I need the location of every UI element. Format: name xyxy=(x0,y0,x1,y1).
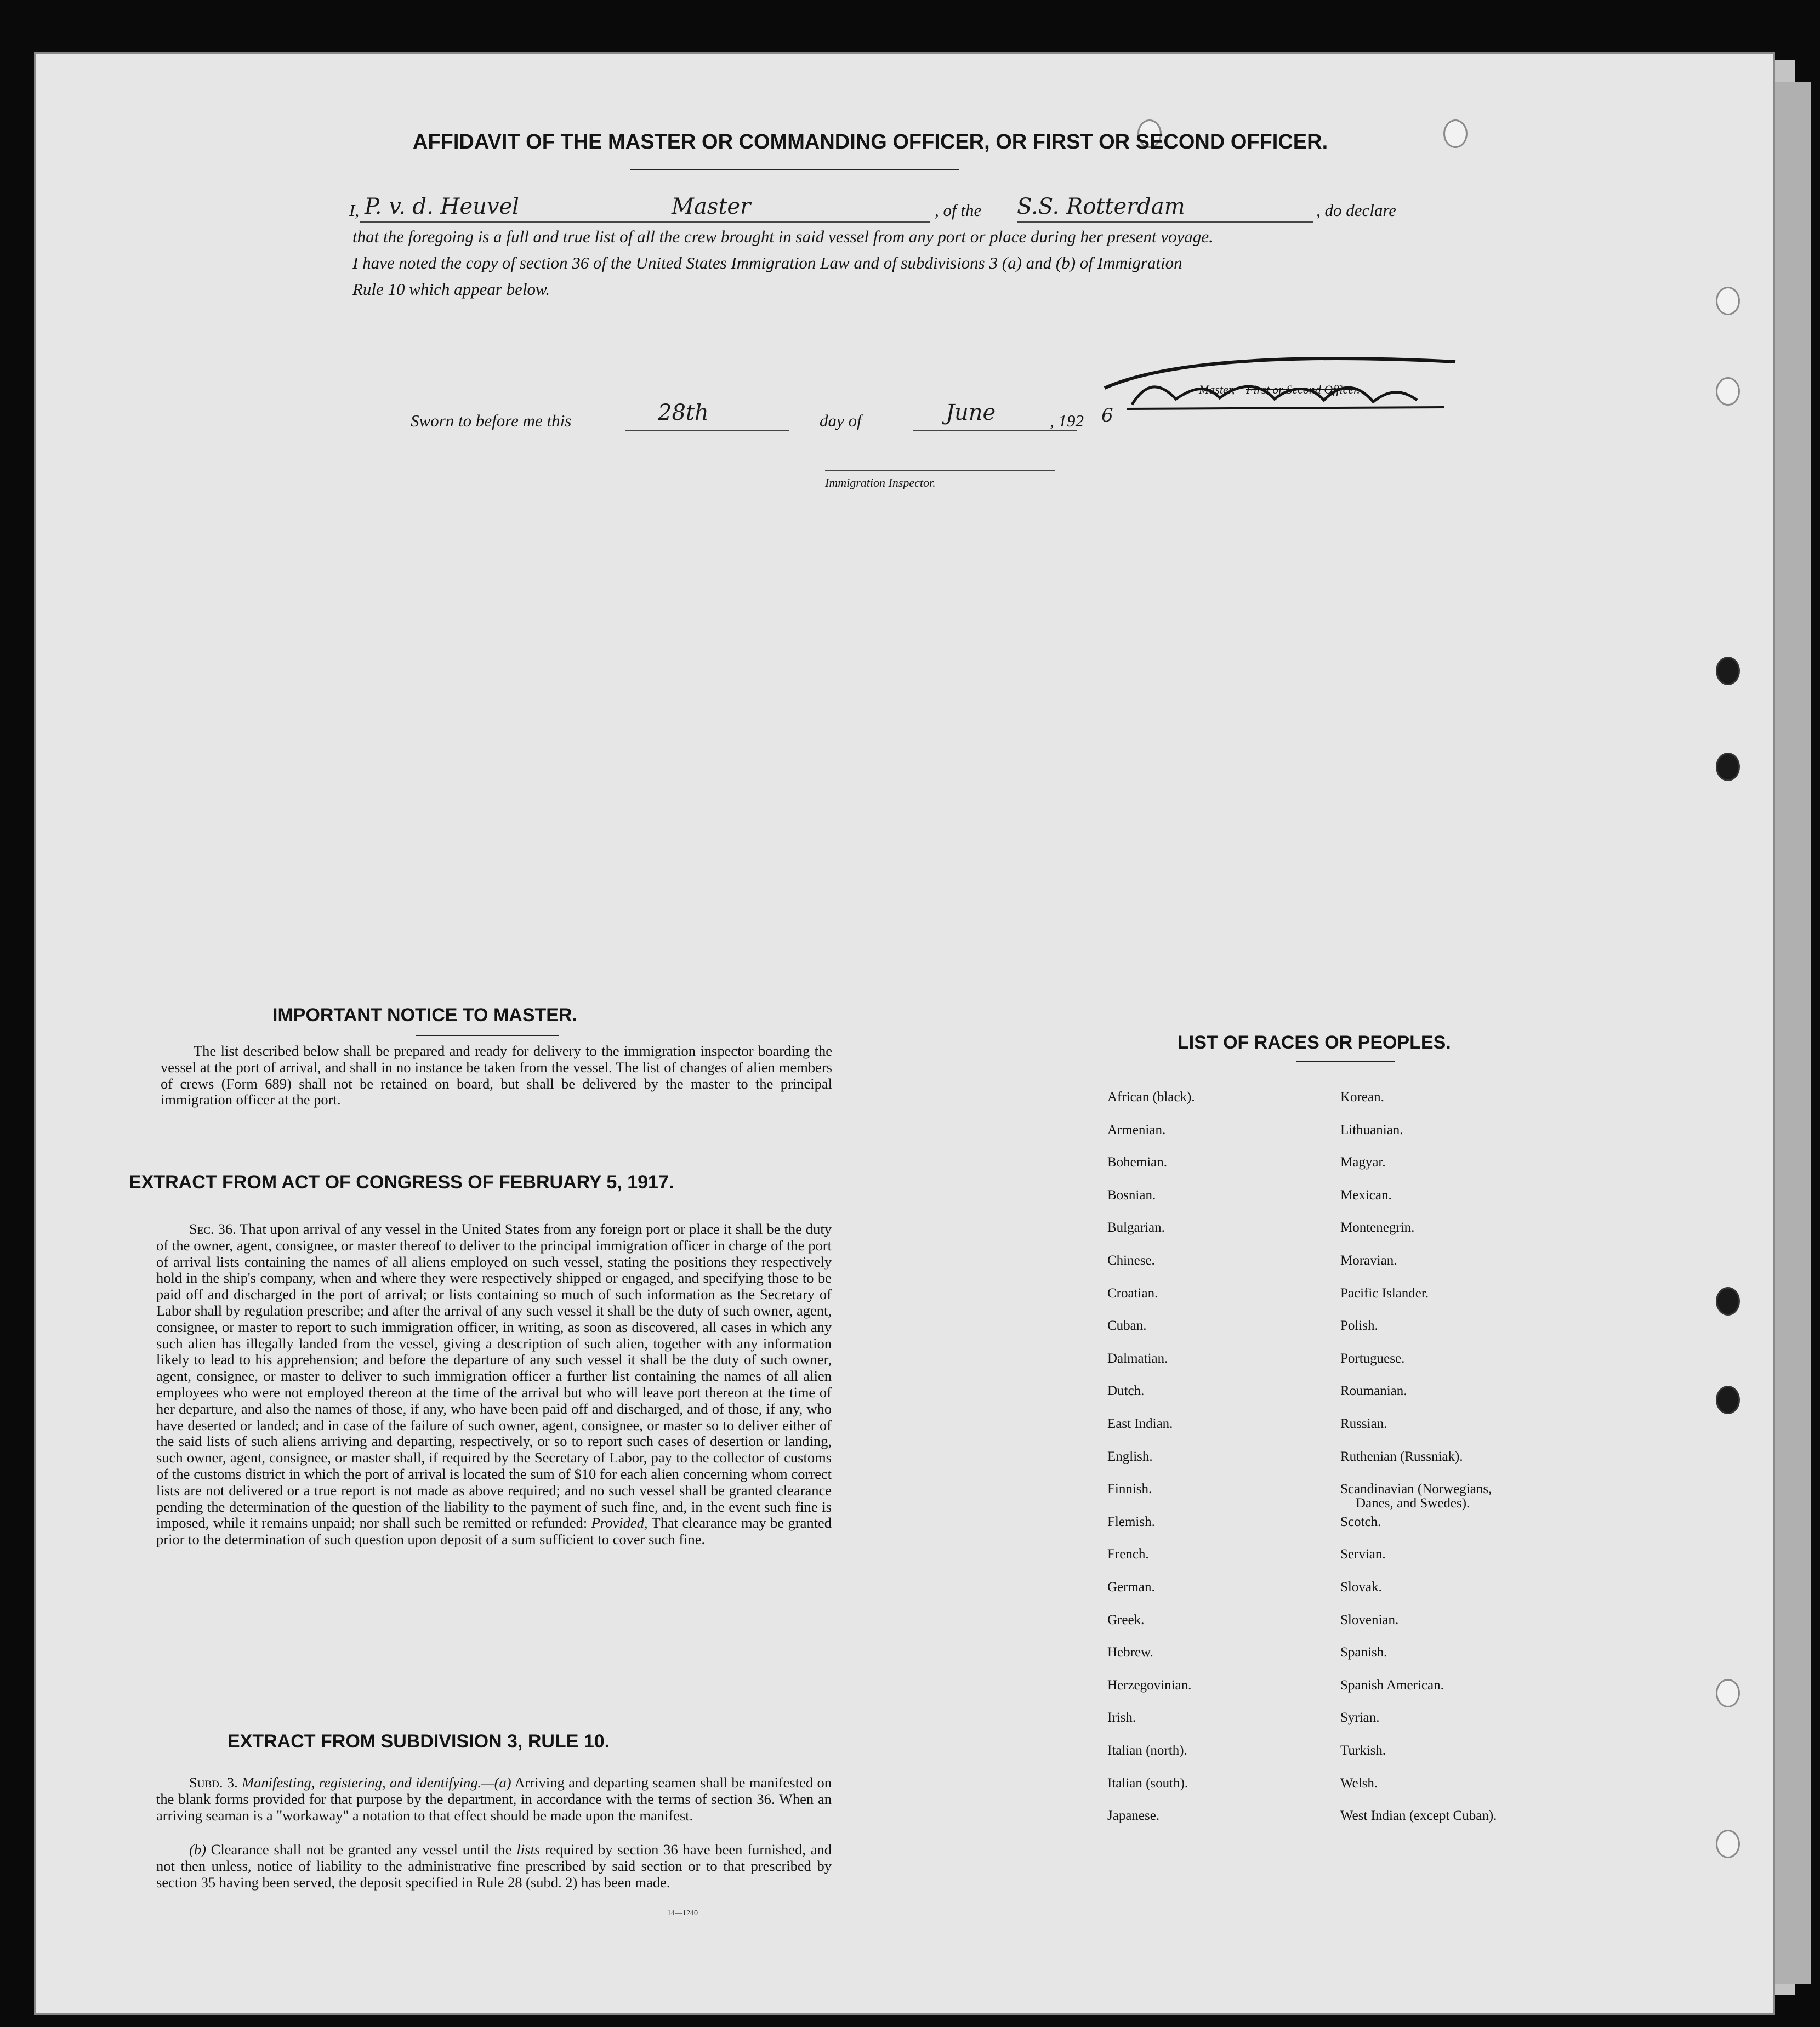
race-item: Italian (south). xyxy=(1107,1775,1188,1791)
sworn-day: 28th xyxy=(658,400,709,425)
punch-hole xyxy=(1716,1287,1740,1316)
race-item: Herzegovinian. xyxy=(1107,1677,1192,1693)
act-title: EXTRACT FROM ACT OF CONGRESS OF FEBRUARY 5, 1917. xyxy=(129,1172,674,1193)
inspector-label: Immigration Inspector. xyxy=(825,476,936,489)
race-item: Scotch. xyxy=(1340,1514,1381,1529)
sworn-month: June xyxy=(946,400,996,425)
rule-para-b-text2: required by section 36 have been furnished, and not then unless, notice of liability to the administrative fine prescribed by said section or to that prescribed by section 35 having been served, the deposit specified in Rule 28 (subd. 2) has been made. xyxy=(156,1841,832,1891)
race-item: Welsh. xyxy=(1340,1775,1378,1791)
vessel-name: S.S. Rotterdam xyxy=(1017,194,1185,219)
punch-hole xyxy=(1716,753,1740,781)
rule-para-a xyxy=(156,1775,832,1824)
race-item: Slovenian. xyxy=(1340,1612,1399,1627)
race-item: French. xyxy=(1107,1547,1149,1562)
name-field-line xyxy=(360,221,930,223)
notice-text: The list described below shall be prepared and ready for delivery to the immigration inspector boarding the vessel at the port of arrival, and shall in no instance be taken from the vessel. The list of changes of alien members of crews (Form 689) shall not be retained on board, but shall be delivered by the master to the principal immigration officer at the port. xyxy=(161,1043,832,1108)
race-item: Irish. xyxy=(1107,1710,1136,1726)
punch-hole xyxy=(1716,1679,1740,1707)
affidavit-line2: that the foregoing is a full and true list of all the crew brought in said vessel from any port or place during her present voyage. xyxy=(352,227,1213,246)
race-item: Cuban. xyxy=(1107,1318,1147,1334)
race-item: Dutch. xyxy=(1107,1383,1145,1399)
act-text xyxy=(156,1221,832,1548)
race-item: Italian (north). xyxy=(1107,1743,1187,1758)
affidavit-line1-prefix: I, xyxy=(349,201,360,220)
rule-para-b xyxy=(156,1842,832,1891)
race-item: Hebrew. xyxy=(1107,1645,1153,1660)
signature-label-officer: First or Second Officer. xyxy=(1246,383,1360,396)
notice-underline xyxy=(416,1035,559,1036)
manifest-sheet xyxy=(34,52,1775,2015)
race-item: Spanish. xyxy=(1340,1645,1387,1660)
race-item: Croatian. xyxy=(1107,1285,1158,1301)
race-item: Dalmatian. xyxy=(1107,1351,1168,1366)
form-number: 14—1240 xyxy=(667,1909,698,1917)
act-proviso-text: That clearance may be granted prior to the determination of such question upon deposit of a sum sufficient to cover such fine. xyxy=(156,1514,832,1548)
race-item: Bohemian. xyxy=(1107,1155,1168,1170)
race-item: African (black). xyxy=(1107,1090,1195,1104)
race-item: Korean. xyxy=(1340,1090,1384,1104)
race-item: Syrian. xyxy=(1340,1710,1380,1726)
race-item: Slovak. xyxy=(1340,1580,1382,1595)
affidavit-line1-suffix: , do declare xyxy=(1316,201,1397,220)
race-item: Servian. xyxy=(1340,1547,1386,1562)
affidavit-line4: Rule 10 which appear below. xyxy=(352,280,550,299)
act-section-label: Sec. 36. xyxy=(189,1221,236,1237)
sworn-mid: day of xyxy=(820,411,862,430)
affidavit-line1-mid: , of the xyxy=(935,201,982,220)
race-item: Danes, and Swedes). xyxy=(1356,1496,1470,1511)
race-item: Scandinavian (Norwegians, xyxy=(1340,1482,1492,1497)
inspector-signature-line xyxy=(825,470,1055,471)
race-item: Greek. xyxy=(1107,1612,1145,1627)
race-item: Armenian. xyxy=(1107,1122,1166,1137)
race-item: Pacific Islander. xyxy=(1340,1285,1429,1301)
notice-title: IMPORTANT NOTICE TO MASTER. xyxy=(272,1005,577,1026)
punch-hole xyxy=(1716,377,1740,406)
act-proviso-label: Provided, xyxy=(591,1514,648,1531)
race-item: West Indian (except Cuban). xyxy=(1340,1808,1497,1824)
race-item: East Indian. xyxy=(1107,1416,1173,1431)
races-underline xyxy=(1296,1061,1395,1062)
punch-hole xyxy=(1716,657,1740,685)
rule-para-b-label: (b) xyxy=(189,1841,206,1858)
punch-hole xyxy=(1716,1386,1740,1414)
signature-label-master: Master, xyxy=(1199,383,1235,396)
race-item: Moravian. xyxy=(1340,1253,1397,1268)
rule-para-b-italic: lists xyxy=(516,1841,541,1858)
sworn-year-prefix: , 192 xyxy=(1050,411,1084,430)
punch-hole xyxy=(1716,1830,1740,1858)
race-item: Polish. xyxy=(1340,1318,1378,1334)
affidavit-title: AFFIDAVIT OF THE MASTER OR COMMANDING OFFICER, OR FIRST OR SECOND OFFICER. xyxy=(413,130,1328,153)
race-item: Magyar. xyxy=(1340,1155,1386,1170)
rule-subd-label: Subd. 3. xyxy=(189,1774,238,1791)
race-item: Flemish. xyxy=(1107,1514,1155,1529)
race-item: Japanese. xyxy=(1107,1808,1160,1824)
rule-para-a-text: Arriving and departing seamen shall be manifested on the blank forms provided for that purpose by the department, in accordance with the terms of section 36. When an arriving seaman is a "workaway" a notation to that effect should be made upon the manifest. xyxy=(156,1774,832,1824)
race-item: Chinese. xyxy=(1107,1253,1155,1268)
act-body: That upon arrival of any vessel in the United States from any foreign port or place it shall be the duty of the owner, agent, consignee, or master thereof to deliver to the principal immigration officer in charge of the port of arrival lists containing the names of all aliens employed on such vessel, stating the positions they respectively hold in the ship's company, when and where they were respectively shipped or engaged, and specifying those to be paid off and discharged in the port of arrival; or lists containing so much of such information as the Secretary of Labor shall by regulation prescribe; and after the arrival of any such vessel it shall be the duty of such owner, agent, consignee, or master to report to such immigration officer, in writing, as soon as discovered, all cases in which any such alien has illegally landed from the vessel, giving a description of such alien, together with any information likely to lead to his apprehension; and before the departure of any such vessel it shall be the duty of such owner, agent, consignee, or master to deliver to such immigration officer a further list containing the names of all alien employees who were not employed thereon at the time of the arrival but who will leave port thereon at the time of her departure, and also the names of those, if any, who have been paid off and discharged, and of those, if any, who have deserted or landed; and in case of the failure of such owner, agent, consignee, or master so to deliver either of the said lists of such aliens arriving and departing, respectively, or so to report such cases of desertion or landing, such owner, agent, consignee, or master shall, if required by the Secretary of Labor, pay to the collector of customs of the customs district in which the port of arrival is located the sum of $10 for each alien concerning whom correct lists are not delivered or a true report is not made as above required; and no such vessel shall be granted clearance pending the determination of the question of the liability to the payment of such fine, and, in the event such fine is imposed, while it remains unpaid; nor shall such be remitted or refunded: xyxy=(156,1221,832,1531)
rule-subd-heading: Manifesting, registering, and identifying.—(a) xyxy=(242,1774,511,1791)
race-item: Finnish. xyxy=(1107,1482,1152,1497)
day-field-line xyxy=(625,430,789,431)
sworn-prefix: Sworn to before me this xyxy=(411,411,572,430)
race-item: Montenegrin. xyxy=(1340,1220,1415,1235)
punch-hole xyxy=(1716,287,1740,315)
punch-hole xyxy=(1443,119,1468,148)
race-item: Portuguese. xyxy=(1340,1351,1405,1366)
race-item: Roumanian. xyxy=(1340,1383,1407,1399)
affidavit-line3: I have noted the copy of section 36 of the United States Immigration Law and of subdivisions 3 (a) and (b) of Immigration xyxy=(352,253,1182,272)
vessel-field-line xyxy=(1017,221,1313,223)
race-item: Ruthenian (Russniak). xyxy=(1340,1449,1463,1464)
race-item: Russian. xyxy=(1340,1416,1387,1431)
race-item: German. xyxy=(1107,1580,1155,1595)
sworn-year-digit: 6 xyxy=(1101,405,1113,426)
race-item: Lithuanian. xyxy=(1340,1122,1403,1137)
title-underline xyxy=(630,169,959,170)
race-item: Bulgarian. xyxy=(1107,1220,1165,1235)
race-item: Mexican. xyxy=(1340,1187,1392,1203)
declarant-name: P. v. d. Heuvel xyxy=(365,194,519,219)
race-item: English. xyxy=(1107,1449,1153,1464)
race-item: Bosnian. xyxy=(1107,1187,1156,1203)
race-item: Spanish American. xyxy=(1340,1677,1444,1693)
declarant-rank: Master xyxy=(672,194,751,219)
races-title: LIST OF RACES OR PEOPLES. xyxy=(1178,1032,1451,1053)
rule-title: EXTRACT FROM SUBDIVISION 3, RULE 10. xyxy=(228,1731,610,1752)
rule-para-b-text1: Clearance shall not be granted any vessel until the xyxy=(211,1841,512,1858)
race-item: Turkish. xyxy=(1340,1743,1386,1758)
